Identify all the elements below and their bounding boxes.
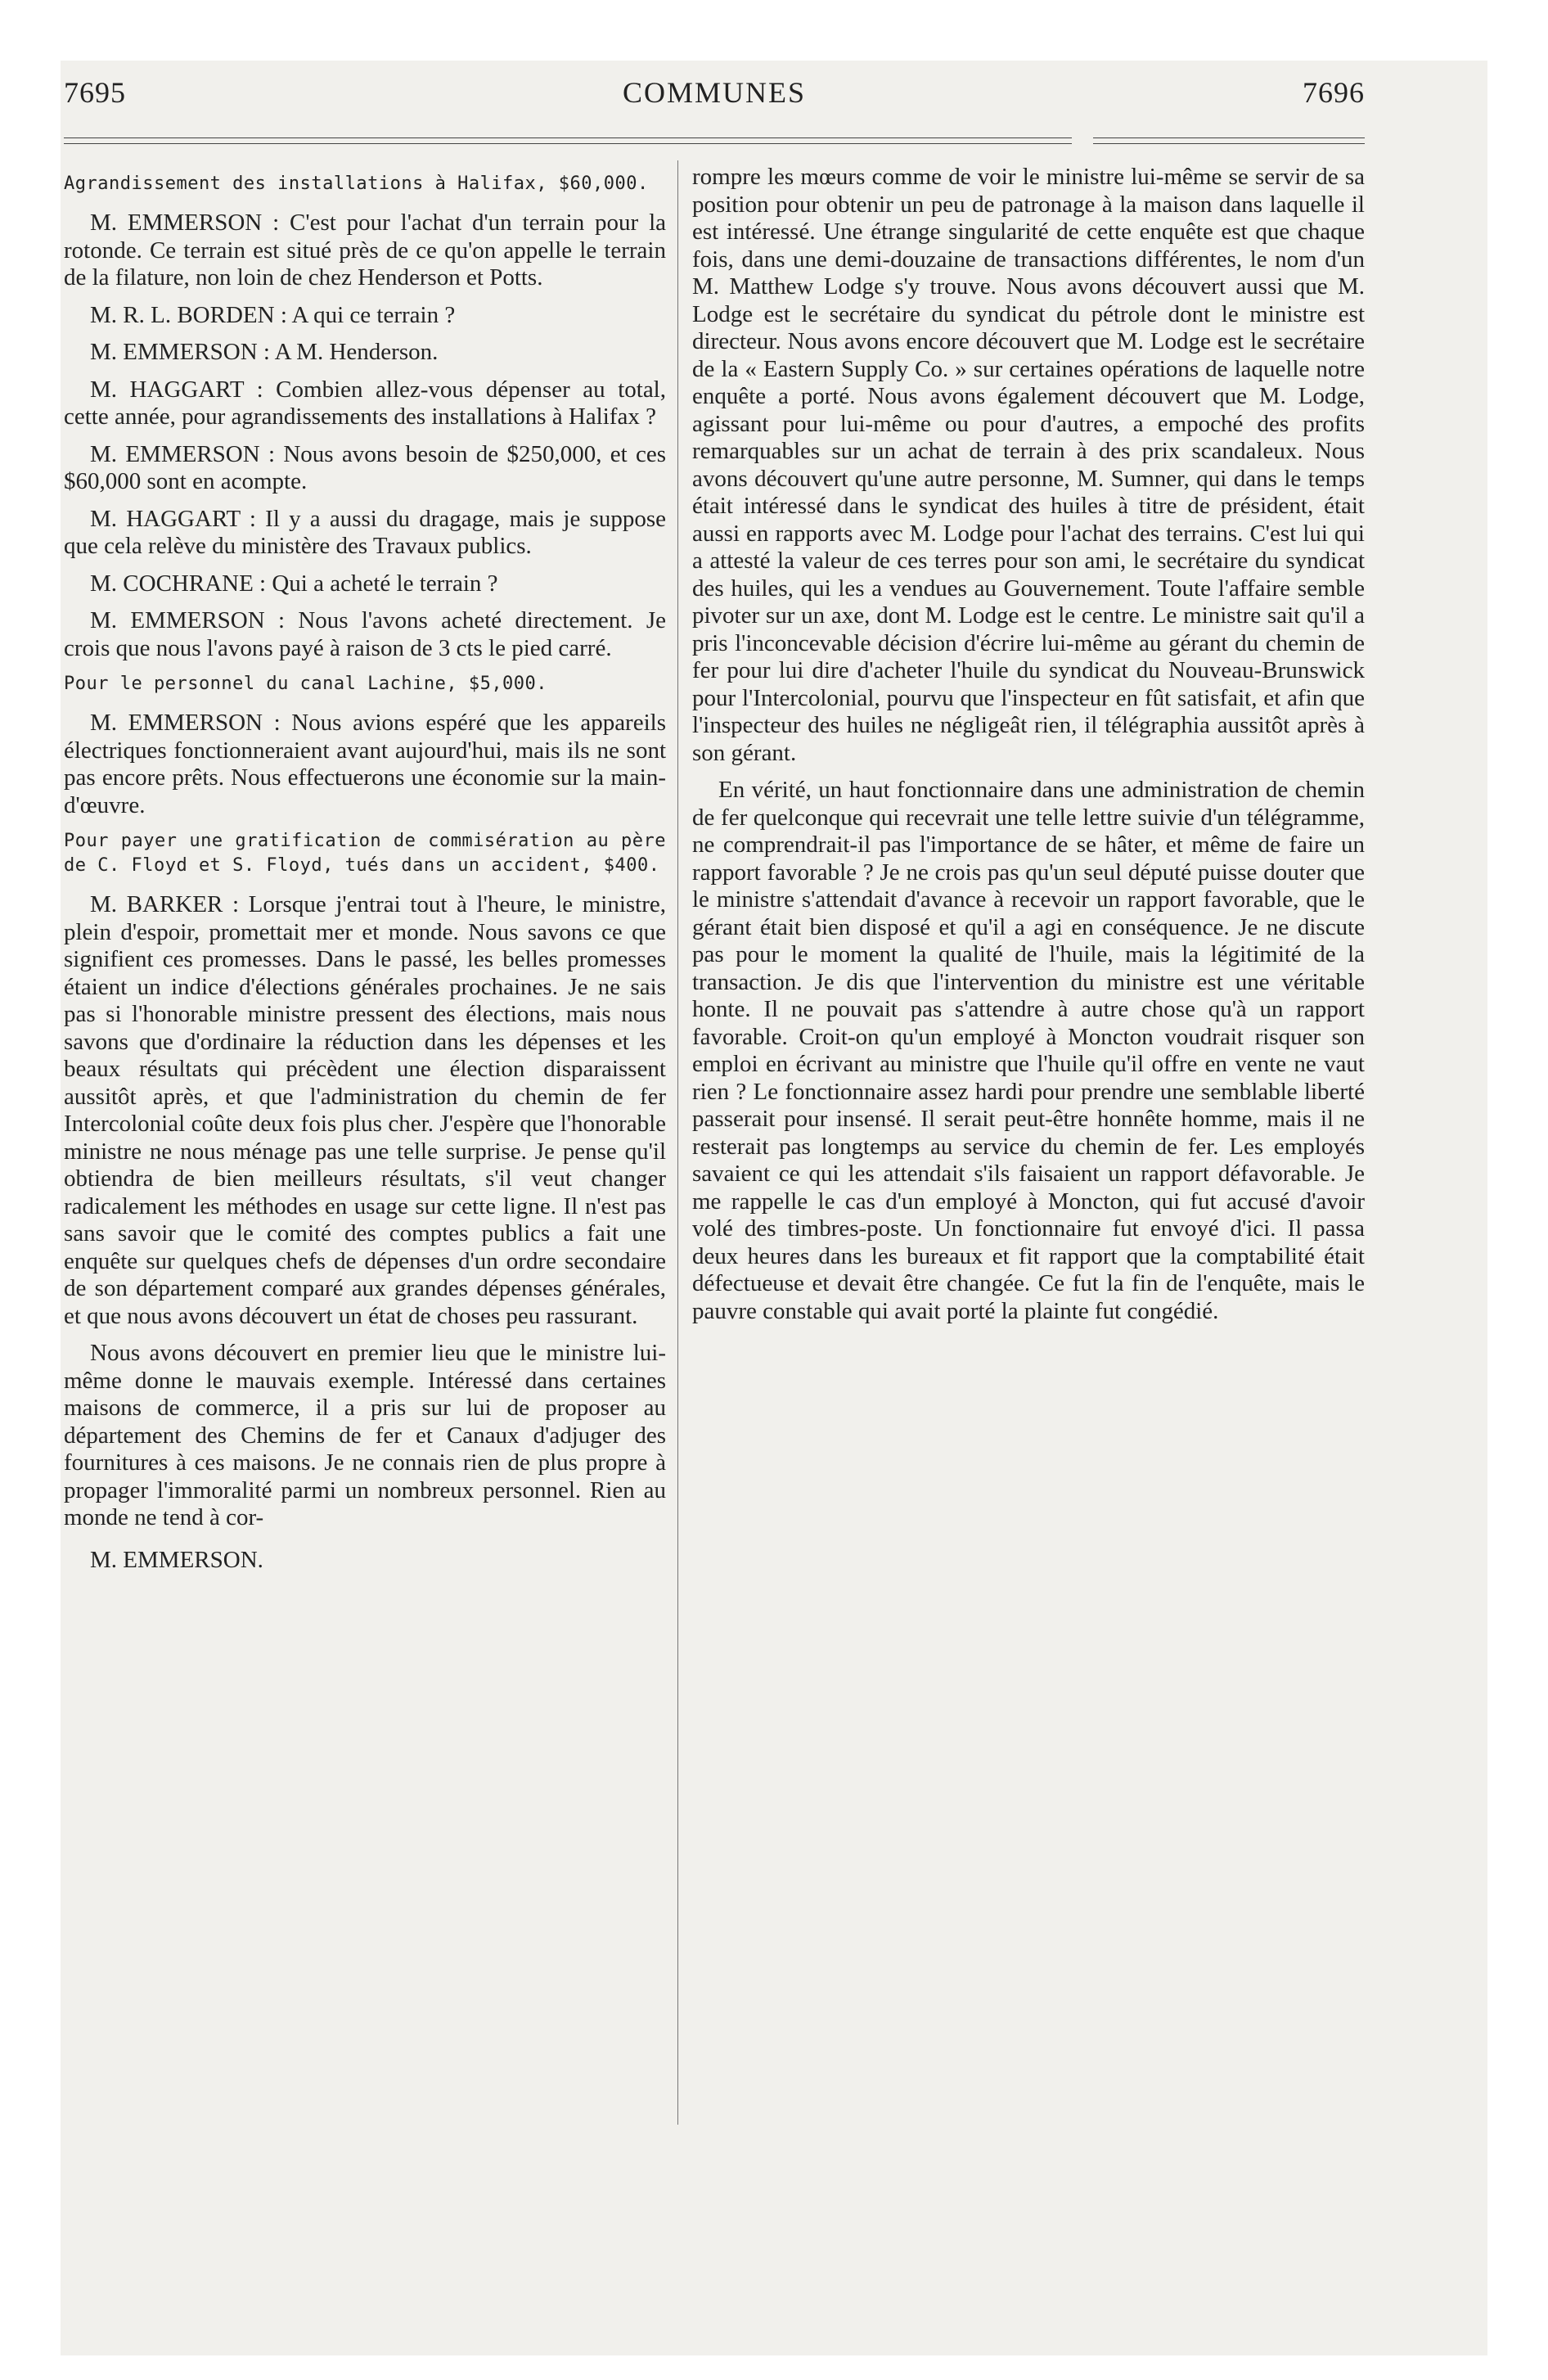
- page-number-left: 7695: [64, 76, 126, 109]
- header-rule-left: [64, 137, 1072, 144]
- right-column: [692, 164, 1365, 1335]
- paragraph: M. HAGGART : Combien allez-vous dépenser au total, cette année, pour agrandissements des installations à Halifax ?: [64, 376, 666, 430]
- column-divider: [677, 160, 678, 2125]
- budget-item: Pour le personnel du canal Lachine, $5,000.: [64, 674, 548, 694]
- budget-item: Agrandissement des installations à Halifax, $60,000.: [64, 174, 649, 194]
- paragraph: M. EMMERSON : Nous l'avons acheté directement. Je crois que nous l'avons payé à raison de 3 cts le pied carré.: [64, 607, 666, 661]
- budget-item: Pour payer une gratification de commisération au père de C. Floyd et S. Floyd, tués dans un accident, $400.: [64, 831, 666, 876]
- paragraph: M. R. L. BORDEN : A qui ce terrain ?: [90, 301, 456, 328]
- paragraph: Nous avons découvert en premier lieu que le ministre lui-même donne le mauvais exemple. Intéressé dans certaines maisons de commerce, il a pris sur lui de proposer au département des Chemins de fer et Canaux d'adjuger des fournitures à ces maisons. Je ne connais rien de plus propre à propager l'immoralité parmi un nombreux personnel. Rien au monde ne tend à cor-: [64, 1340, 666, 1530]
- header-rule-right: [1093, 137, 1365, 144]
- paragraph: M. EMMERSON : Nous avons besoin de $250,000, et ces $60,000 sont en acompte.: [64, 440, 666, 494]
- continued-paragraph: rompre les mœurs comme de voir le ministre lui-même se servir de sa position pour obtenir un peu de patronage à la maison dans laquelle il est intéressé. Une étrange singularité de cette enquête est que chaque fois, dans une demi-douzaine de transactions différentes, le nom d'un M. Matthew Lodge s'y trouve. Nous avons découvert aussi que M. Lodge est le secrétaire du syndicat du pétrole dont le ministre est directeur. Nous avons encore découvert que M. Lodge est le secrétaire de la « Eastern Supply Co. » sur certaines opérations de laquelle notre enquête a porté. Nous avons également découvert que M. Lodge, agissant pour lui-même ou pour d'autres, a empoché des profits remarquables sur un achat de terrain à des prix scandaleux. Nous avons découvert qu'une autre personne, M. Sumner, qui dans le temps était intéressé dans le syndicat des huiles à titre de président, était aussi en rapports avec M. Lodge pour l'achat des terrains. C'est lui qui a attesté la valeur de ces terres pour son ami, le secrétaire du syndicat des huiles, qui les a vendues au Gouvernement. Toute l'affaire semble pivoter sur un axe, dont M. Lodge est le centre. Le ministre sait qu'il a pris l'inconcevable décision d'écrire lui-même au gérant du chemin de fer pour lui dire d'acheter l'huile du syndicat du Nouveau-Brunswick pour l'Intercolonial, pourvu que l'inspecteur en fût satisfait, et afin que l'inspecteur des huiles ne négligeât rien, il télégraphia aussitôt après à son gérant.: [692, 164, 1365, 766]
- left-column: [64, 164, 666, 1584]
- page-title: COMMUNES: [622, 76, 807, 109]
- page-number-right: 7696: [1303, 76, 1365, 109]
- page-header: [64, 75, 1365, 124]
- paragraph: M. EMMERSON : C'est pour l'achat d'un terrain pour la rotonde. Ce terrain est situé près de ce qu'on appelle le terrain de la filature, non loin de chez Henderson et Potts.: [64, 210, 666, 291]
- paragraph: M. EMMERSON : Nous avions espéré que les appareils électriques fonctionneraient avant aujourd'hui, mais ils ne sont pas encore prêts. Nous effectuerons une économie sur la main-d'œuvre.: [64, 710, 666, 818]
- paragraph: M. BARKER : Lorsque j'entrai tout à l'heure, le ministre, plein d'espoir, promettait mer et monde. Nous savons ce que signifient ces promesses. Dans le passé, les belles promesses étaient un indice d'élections générales prochaines. Je ne sais pas si l'honorable ministre pressent des élections, mais nous savons que d'ordinaire la réduction dans les dépenses et les beaux résultats qui précèdent une élection disparaissent aussitôt après, et que l'administration du chemin de fer Intercolonial coûte deux fois plus cher. J'espère que l'honorable ministre ne nous ménage pas une telle surprise. Je pense qu'il obtiendra de bien meilleurs résultats, s'il veut changer radicalement les méthodes en usage sur cette ligne. Il n'est pas sans savoir que le comité des comptes publics a fait une enquête sur quelques chefs de dépenses d'un ordre secondaire de son département comparé aux grandes dépenses générales, et que nous avons découvert un état de choses peu rassurant.: [64, 891, 666, 1329]
- paragraph: En vérité, un haut fonctionnaire dans une administration de chemin de fer quelconque qui recevrait une telle lettre suivie d'un télégramme, ne comprendrait-il pas l'importance de se hâter, et même de faire un rapport favorable ? Je ne crois pas qu'un seul député puisse douter que le ministre s'attendait d'avance à recevoir un rapport favorable, que le gérant était bien disposé et qu'il a agi en conséquence. Je ne discute pas pour le moment la qualité de l'huile, mais la légitimité de la transaction. Je dis que l'intervention du ministre est une véritable honte. Il ne pouvait pas s'attendre à autre chose qu'à un rapport favorable. Croit-on qu'un employé à Moncton voudrait risquer son emploi en écrivant au ministre que l'huile qu'il offre en vente ne vaut rien ? Le fonctionnaire assez hardi pour prendre une semblable liberté passerait pour insensé. Il serait peut-être honnête homme, mais il ne resterait pas longtemps au service du chemin de fer. Les employés savaient ce qui les attendait s'ils faisaient un rapport défavorable. Je me rappelle le cas d'un employé à Moncton, qui fut accusé d'avoir volé des timbres-poste. Un fonctionnaire fut envoyé d'ici. Il passa deux heures dans les bureaux et fit rapport que la comptabilité était défectueuse et devait être changée. Ce fut la fin de l'enquête, mais le pauvre constable qui avait porté la plainte fut congédié.: [692, 777, 1365, 1324]
- paragraph: M. EMMERSON : A M. Henderson.: [90, 339, 439, 365]
- paragraph: M. HAGGART : Il y a aussi du dragage, mais je suppose que cela relève du ministère des Travaux publics.: [64, 505, 666, 559]
- paragraph: M. COCHRANE : Qui a acheté le terrain ?: [90, 570, 498, 597]
- running-speaker: M. EMMERSON.: [90, 1546, 263, 1573]
